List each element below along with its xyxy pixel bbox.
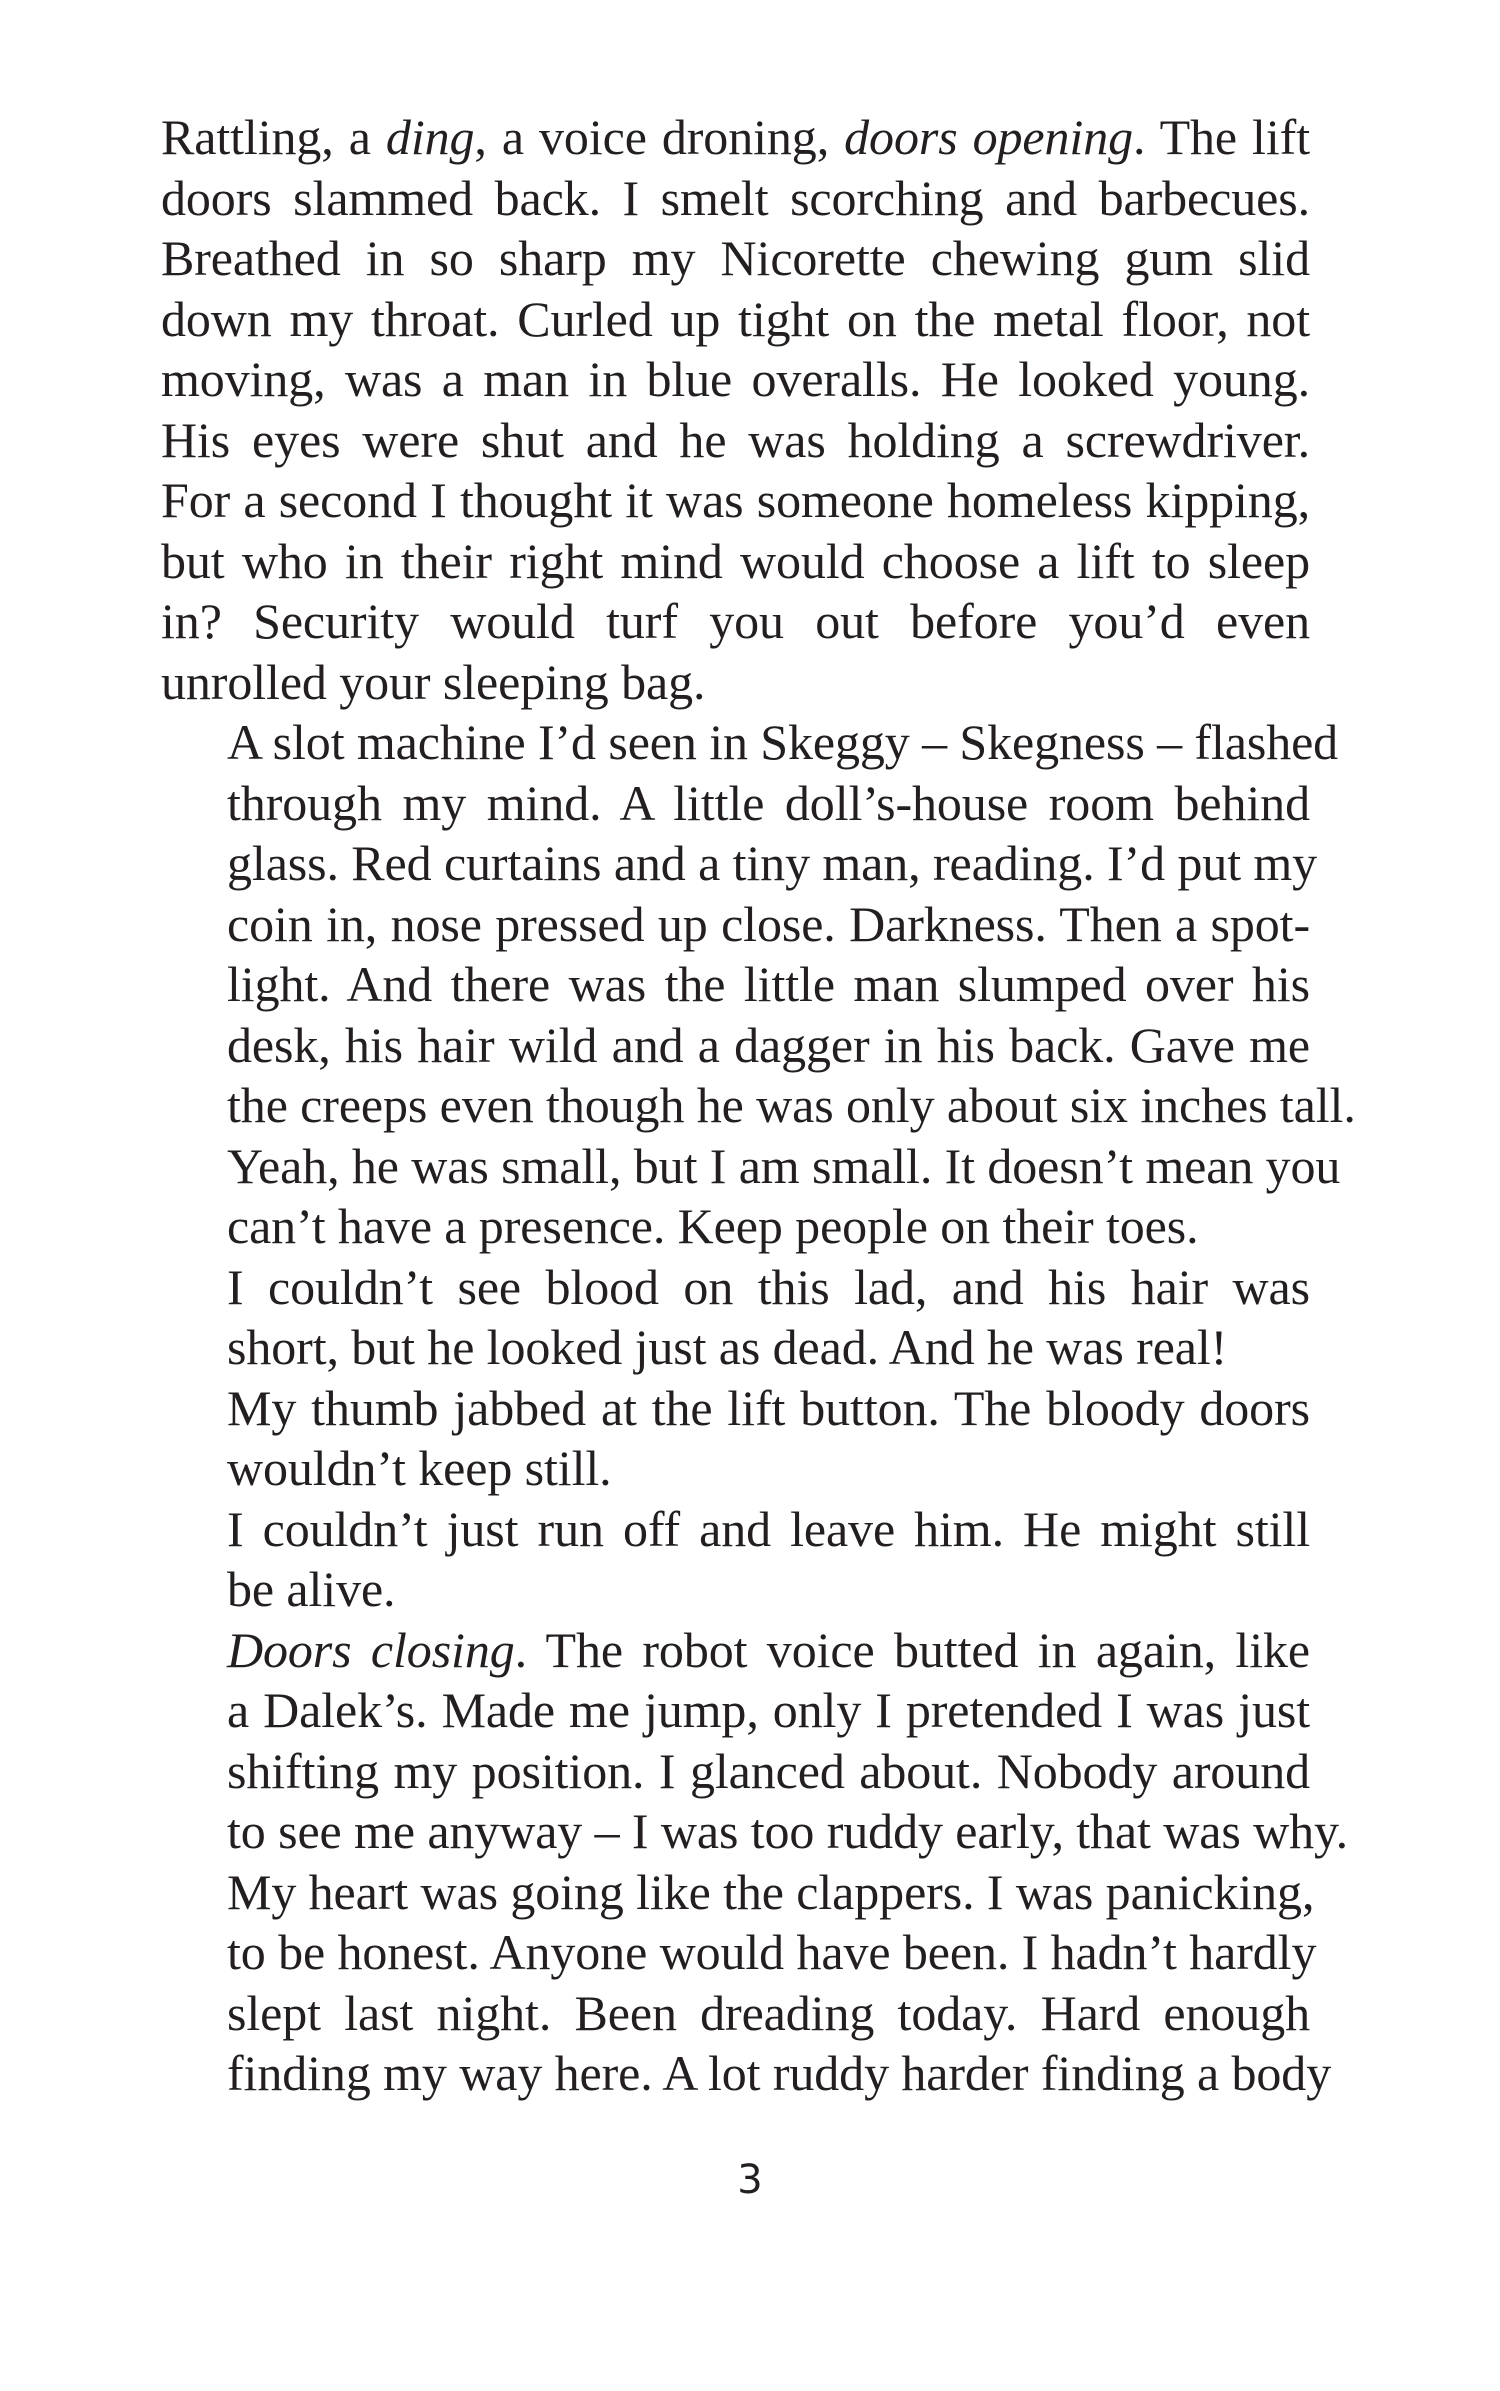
text-line: doors slammed back. I smelt scorching and barbecues.	[161, 169, 1310, 226]
paragraph	[161, 1620, 1349, 2104]
text-line: desk, his hair wild and a dagger in his back. Gave me	[227, 1016, 1310, 1073]
text-line: glass. Red curtains and a tiny man, reading. I’d put my	[227, 835, 1318, 891]
text-line: My heart was going like the clappers. I was panicking,	[227, 1863, 1315, 1920]
paragraph	[161, 1499, 1310, 1620]
text-line: A slot machine I’d seen in Skeggy – Skegness – flashed	[227, 714, 1339, 770]
italic-phrase: ding	[385, 109, 475, 165]
text-line: to see me anyway – I was too ruddy early, that was why.	[227, 1803, 1349, 1859]
text-line: Rattling, a ding, a voice droning, doors opening. The lift	[161, 109, 1310, 165]
text-line: to be honest. Anyone would have been. I hadn’t hardly	[227, 1924, 1317, 1980]
paragraph	[161, 107, 1310, 712]
text-line: be alive.	[227, 1561, 396, 1617]
text-line: Breathed in so sharp my Nicorette chewing gum slid	[161, 230, 1310, 286]
italic-phrase: Doors closing	[227, 1621, 515, 1678]
text-line: moving, was a man in blue overalls. He looked young.	[161, 351, 1310, 407]
text-line: I couldn’t just run off and leave him. He might still	[227, 1500, 1310, 1557]
text-line: a Dalek’s. Made me jump, only I pretended I was just	[227, 1682, 1310, 1738]
text-line: coin in, nose pressed up close. Darkness. Then a spot-	[227, 895, 1310, 952]
text-line: finding my way here. A lot ruddy harder finding a body	[227, 2045, 1332, 2101]
text-line: Yeah, he was small, but I am small. It doesn’t mean you	[227, 1137, 1341, 1194]
paragraph	[161, 712, 1356, 1257]
text-line: For a second I thought it was someone homeless kipping,	[161, 472, 1310, 528]
text-line: slept last night. Been dreading today. Hard enough	[227, 1984, 1310, 2041]
text-line: but who in their right mind would choose a lift to sleep	[161, 532, 1310, 589]
text-line: My thumb jabbed at the lift button. The bloody doors	[227, 1379, 1310, 1436]
text-line: unrolled your sleeping bag.	[161, 653, 706, 710]
text-line: wouldn’t keep still.	[227, 1440, 612, 1496]
text-line: light. And there was the little man slumped over his	[227, 956, 1310, 1012]
text-line: down my throat. Curled up tight on the metal floor, not	[161, 290, 1310, 347]
text-line: through my mind. A little doll’s-house room behind	[227, 774, 1310, 831]
text-line: I couldn’t see blood on this lad, and his hair was	[227, 1258, 1310, 1315]
page-number: 3	[737, 2157, 763, 2203]
text-line: in? Security would turf you out before you’d even	[161, 593, 1310, 649]
paragraph	[161, 1378, 1310, 1499]
text-line: short, but he looked just as dead. And he was real!	[227, 1319, 1228, 1375]
text-line: can’t have a presence. Keep people on their toes.	[227, 1198, 1199, 1254]
paragraph	[161, 1257, 1310, 1378]
text-line: the creeps even though he was only about six inches tall.	[227, 1077, 1356, 1133]
text-line: shifting my position. I glanced about. Nobody around	[227, 1742, 1310, 1799]
italic-phrase: doors opening	[844, 109, 1134, 165]
text-line: His eyes were shut and he was holding a screwdriver.	[161, 411, 1310, 468]
body-text	[161, 107, 1356, 2104]
text-line: Doors closing. The robot voice butted in again, like	[227, 1621, 1310, 1678]
